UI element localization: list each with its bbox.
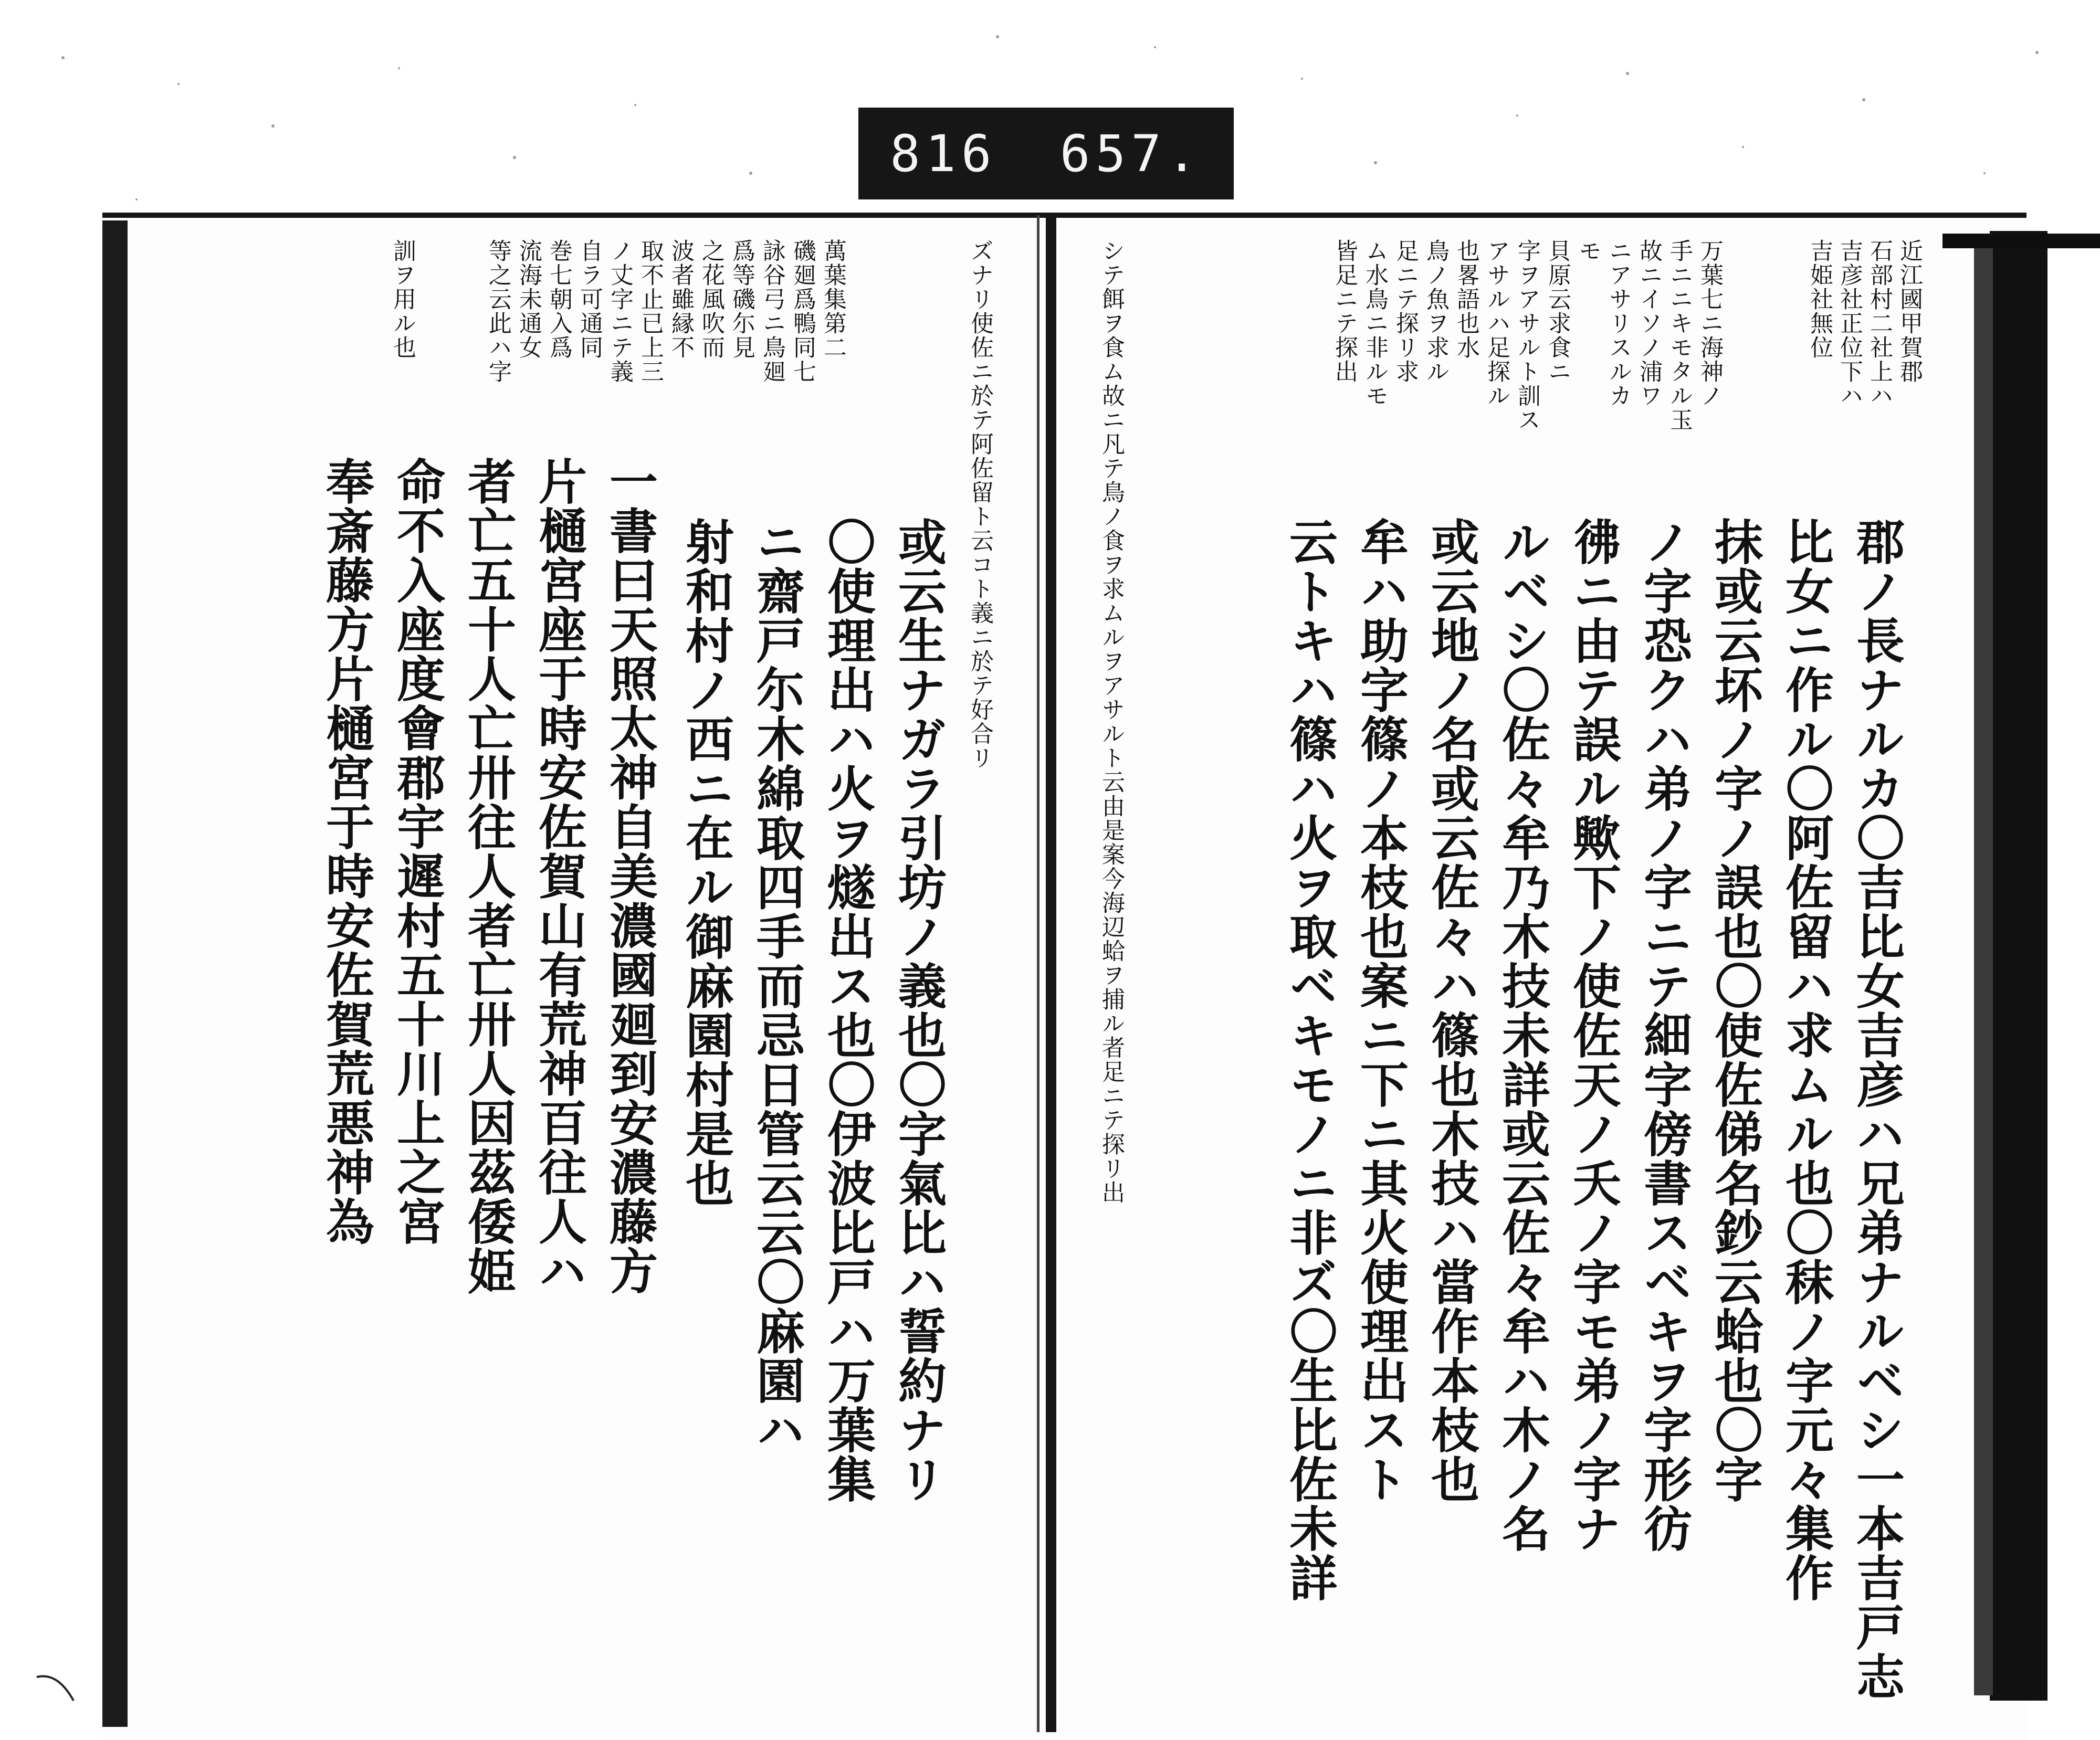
upper-note: 之花風吹而 (698, 239, 724, 360)
book-spine (1046, 215, 1056, 1732)
main-column: 郡ノ長ナルカ〇吉比女吉彦ハ兄弟ナルベシ一本吉戸志 (1849, 517, 1905, 1701)
upper-note: 磯廻爲鴨同七 (789, 239, 816, 384)
upper-note: 足ニテ探リ求 (1392, 239, 1419, 384)
right-page-edge-shadow (1974, 236, 1993, 1695)
main-column: 或云生ナガラ引坊ノ義也〇字氣比ハ誓約ナリ (890, 517, 947, 1504)
upper-note: 詠谷弓ニ鳥廻 (759, 239, 785, 384)
upper-note: 貝原云求食ニ (1544, 239, 1571, 384)
upper-note: ム水鳥ニ非ルモ (1361, 239, 1388, 408)
upper-note: 鳥ノ魚ヲ求ル (1422, 239, 1449, 384)
upper-note: 故ニイソノ浦ワ (1635, 239, 1662, 408)
main-column: 射和村ノ西ニ在ル御麻園村是也 (678, 517, 734, 1208)
upper-note: 手ニニキモタル玉 (1666, 239, 1693, 432)
upper-note: 萬葉集第二 (820, 239, 846, 360)
main-column: 云トキハ篠ハ火ヲ取ベキモノニ非ズ〇生比佐未詳 (1282, 517, 1338, 1602)
main-column: 命不入座度會郡宇遲村五十川上之宮 (389, 457, 446, 1246)
main-column: 〇使理出ハ火ヲ燧出ス也〇伊波比戸ハ万葉集 (820, 517, 876, 1504)
upper-note: アサルハ足探ル (1483, 239, 1510, 408)
main-column: 奉斎藤方片樋宮于時安佐賀荒悪神為 (318, 457, 375, 1246)
upper-note: 也畧語也水 (1453, 239, 1479, 360)
label-right-number: 657. (1059, 124, 1202, 183)
spine-shadow (1037, 215, 1040, 1732)
main-column: 比女ニ作ル〇阿佐留ハ求ムル也〇秣ノ字元々集作 (1778, 517, 1834, 1602)
header-note: 近江國甲賀郡 (1896, 239, 1923, 384)
upper-note: 自ラ可通同 (576, 239, 603, 360)
upper-note: ノ丈字ニテ義 (606, 239, 633, 384)
main-column: ノ字恐クハ弟ノ字ニテ細字傍書スベキヲ字形彷 (1636, 517, 1693, 1553)
archive-number-label (858, 108, 1234, 199)
header-note: 吉姫社無位 (1806, 239, 1833, 360)
main-column: 片樋宮座于時安佐賀山有荒神百往人ハ (531, 457, 587, 1295)
label-left-number: 816 (890, 124, 997, 183)
main-column: 者亡五十人亡卅往人者亡卅人因茲倭姫 (460, 457, 517, 1295)
upper-note-long: シテ餌ヲ食ム故ニ凡テ鳥ノ食ヲ求ムルヲアサルト云由是案今海辺蛤ヲ捕ル者足ニテ探リ出 (1098, 239, 1125, 1205)
main-column: 一書曰天照太神自美濃國廻到安濃藤方 (602, 457, 658, 1295)
upper-note: ニアサリスルカ (1605, 239, 1632, 408)
upper-note: 万葉七ニ海神ノ (1696, 239, 1723, 408)
main-column: 牟ハ助字篠ノ本枝也案ニ下ニ其火使理出スト (1352, 517, 1409, 1504)
left-page-edge (102, 220, 128, 1727)
upper-note: 取不止已上三 (637, 239, 664, 384)
upper-note: 巻七朝入爲 (545, 239, 572, 360)
upper-note: モ (1574, 239, 1601, 263)
right-page-edge (1990, 231, 2048, 1701)
stray-margin-mark (32, 1669, 94, 1722)
main-column: 彿ニ由テ誤ル歟下ノ使佐天ノ夭ノ字モ弟ノ字ナ (1565, 517, 1622, 1553)
header-note: 石部村二社上ハ (1866, 239, 1893, 408)
upper-note: 等之云此ハ字 (485, 239, 511, 384)
main-column: ニ齋戸尓木綿取四手而忌日管云云〇麻園ハ (749, 517, 805, 1454)
upper-note: 流海未通女 (515, 239, 542, 360)
upper-note: 皆足ニテ探出 (1331, 239, 1358, 384)
upper-note-long: ズナリ使佐ニ於テ阿佐留ト云コト義ニ於テ好合リ (967, 239, 993, 770)
header-note: 吉彦社正位下ハ (1836, 239, 1863, 408)
main-column: ルベシ〇佐々牟乃木技未詳或云佐々牟ハ木ノ名 (1494, 517, 1551, 1553)
upper-note: 波者雖縁不 (667, 239, 694, 360)
top-right-edge-bar (1942, 234, 2100, 248)
upper-note: 爲等磯尓見 (728, 239, 755, 360)
upper-note: 字ヲアサルト訓ス (1514, 239, 1540, 432)
upper-note: 訓ヲ用ル也 (389, 239, 416, 360)
main-column: 抹或云坏ノ字ノ誤也〇使佐俤名鈔云蛤也〇字 (1707, 517, 1763, 1504)
main-column: 或云地ノ名或云佐々ハ篠也木技ハ當作本枝也 (1423, 517, 1480, 1504)
